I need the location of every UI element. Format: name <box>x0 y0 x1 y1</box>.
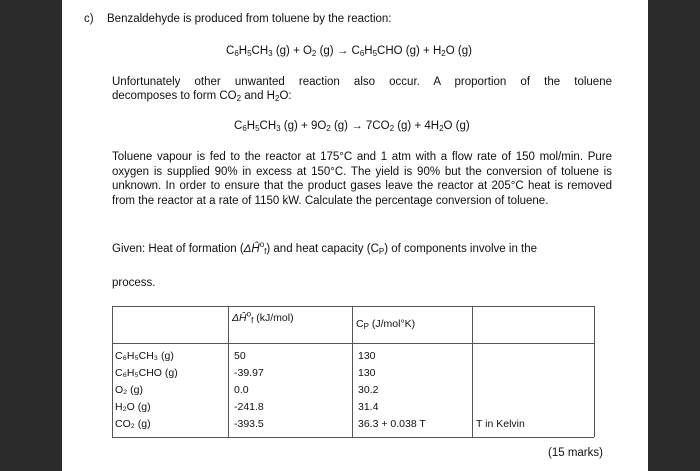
row-cp: 130 <box>358 350 376 362</box>
row-name: O₂ (g) <box>115 384 143 396</box>
row-note: T in Kelvin <box>476 418 525 430</box>
row-name: C₆H₅CHO (g) <box>115 367 178 379</box>
reaction-1: $C_6H_5CH_3$ $(g) + O_2$ $(g) \to C_6H_5CHO$ $(g) + H_2O$ (g) <box>226 45 472 58</box>
header-heat-of-formation: $\Delta Ĥ^o_f$ (kJ/mol) <box>232 309 294 325</box>
row-hf: -393.5 <box>234 418 264 430</box>
given-line: Given: Heat of formation $(\Delta Ĥ^o_f)$ and heat capacity $(C_P)$ of components involve in the <box>112 240 538 256</box>
row-hf: -39.97 <box>234 367 264 379</box>
row-hf: 50 <box>234 350 246 362</box>
header-heat-capacity: $C_P$ (J/mol°K) <box>356 318 416 331</box>
row-cp: 130 <box>358 367 376 379</box>
properties-table <box>112 306 594 442</box>
row-name: H₂O (g) <box>115 401 151 413</box>
row-hf: -241.8 <box>234 401 264 413</box>
row-name: C₆H₅CH₃ (g) <box>115 350 174 362</box>
side-reaction-intro-line2: decomposes to form $CO_2$ and $H_2O$: <box>112 90 292 103</box>
row-cp: 36.3 + 0.038 T <box>358 418 426 430</box>
document-page <box>62 0 648 471</box>
marks-label: (15 marks) <box>548 447 603 459</box>
given-line-2: process. <box>112 277 156 289</box>
row-name: CO₂ (g) <box>115 418 151 430</box>
question-intro: Benzaldehyde is produced from toluene by the reaction: <box>107 13 392 25</box>
question-label: c) <box>84 13 94 25</box>
row-cp: 31.4 <box>358 401 379 413</box>
row-cp: 30.2 <box>358 384 379 396</box>
problem-paragraph: Toluene vapour is fed to the reactor at 175°C and 1 atm with a flow rate of 150 mol/min. Pure oxygen is supplied 90% in excess at 150°C. The yield is 90% but the conversion of toluene is unknown. In order to ensure that the product gases leave the reactor at 205°C heat is removed from the reactor at a rate of 1150 kW. Calculate the percentage conversion of toluene. <box>112 151 612 207</box>
side-reaction-intro-line1: Unfortunately other unwanted reaction also occur. A proportion of the toluene <box>112 76 612 88</box>
row-hf: 0.0 <box>234 384 249 396</box>
reaction-2: $C_6H_5CH_3$ $(g) + 9O_2$ $(g) \to 7CO_2$ $(g) + 4H_2O$ (g) <box>234 120 470 133</box>
